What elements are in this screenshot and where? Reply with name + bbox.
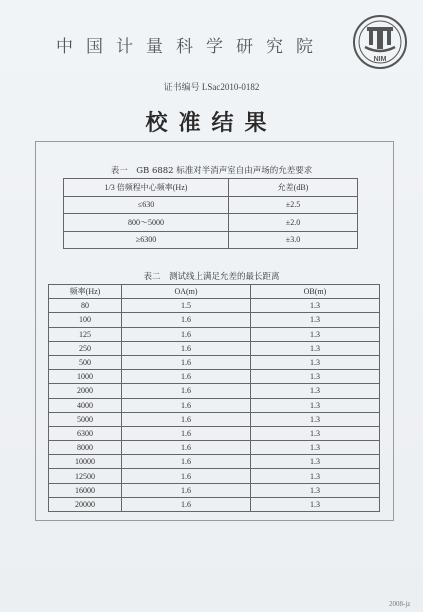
table-cell: 1.6: [122, 469, 251, 483]
table-row: [64, 231, 358, 249]
table1-title: 表一 GB 6882 标准对半消声室自由声场的允差要求: [110, 166, 313, 176]
logo-text: NIM: [373, 56, 387, 63]
table-cell: 1.6: [122, 370, 251, 384]
table-row: [49, 483, 380, 497]
table-cell: 100: [49, 313, 122, 327]
table-cell: 500: [49, 355, 122, 369]
table-cell: 16000: [49, 483, 122, 497]
page-title: 校准结果: [145, 110, 278, 136]
table-cell: 1.3: [251, 412, 380, 426]
table-cell: 1.6: [122, 384, 251, 398]
table-row: [49, 355, 380, 369]
table-row: [49, 469, 380, 483]
table-cell: 12500: [49, 469, 122, 483]
nim-logo-icon: [352, 14, 408, 70]
table-cell: 1.6: [122, 426, 251, 440]
table-cell: 800～5000: [64, 214, 229, 232]
table-cell: 1.3: [251, 398, 380, 412]
table-cell: 1.6: [122, 313, 251, 327]
table-row: [64, 196, 358, 214]
table-row: [49, 455, 380, 469]
table-cell: 1.3: [251, 299, 380, 313]
table-cell: 1.6: [122, 483, 251, 497]
document-code: 2008-jz: [389, 600, 411, 608]
table-cell: 1.3: [251, 327, 380, 341]
table-cell: 2000: [49, 384, 122, 398]
table-cell: 1.6: [122, 341, 251, 355]
table-cell: 1.3: [251, 355, 380, 369]
table-cell: 4000: [49, 398, 122, 412]
table-row: [49, 426, 380, 440]
table-cell: 1.3: [251, 341, 380, 355]
certificate-number: 证书编号 LSac2010-0182: [163, 82, 260, 92]
column-header: 1/3 倍频程中心频率(Hz): [64, 179, 229, 197]
table-row: [64, 214, 358, 232]
table2-title: 表二 测试线上满足允差的最长距离: [143, 272, 280, 282]
table-cell: ±2.5: [229, 196, 358, 214]
column-header: OB(m): [251, 285, 380, 299]
table-cell: 6300: [49, 426, 122, 440]
table-row: [49, 441, 380, 455]
table-cell: 1.5: [122, 299, 251, 313]
table-cell: 5000: [49, 412, 122, 426]
table-cell: 1.3: [251, 313, 380, 327]
table-row: [49, 341, 380, 355]
table-cell: 1.3: [251, 455, 380, 469]
table-cell: 20000: [49, 497, 122, 511]
institution-name: 中国计量科学研究院: [56, 37, 326, 57]
table-row: [49, 497, 380, 511]
table-cell: 1.6: [122, 355, 251, 369]
table-cell: ≥6300: [64, 231, 229, 249]
table-cell: 1.6: [122, 327, 251, 341]
table-cell: 1.3: [251, 384, 380, 398]
table-cell: 1000: [49, 370, 122, 384]
distance-table: [48, 284, 380, 512]
column-header: 允差(dB): [229, 179, 358, 197]
column-header: OA(m): [122, 285, 251, 299]
table-row: [49, 299, 380, 313]
table-row: [49, 313, 380, 327]
table-cell: 10000: [49, 455, 122, 469]
table-header-row: [64, 179, 358, 197]
table-cell: 8000: [49, 441, 122, 455]
column-header: 频率(Hz): [49, 285, 122, 299]
table-cell: ±2.0: [229, 214, 358, 232]
table-cell: ±3.0: [229, 231, 358, 249]
table-cell: 1.3: [251, 483, 380, 497]
table-row: [49, 398, 380, 412]
table-header-row: [49, 285, 380, 299]
table-row: [49, 370, 380, 384]
tolerance-table: [63, 178, 358, 249]
table-cell: 1.6: [122, 398, 251, 412]
table-cell: 1.3: [251, 370, 380, 384]
table-row: [49, 384, 380, 398]
table-cell: 1.3: [251, 469, 380, 483]
table-row: [49, 412, 380, 426]
table-cell: 1.6: [122, 441, 251, 455]
table-cell: 1.6: [122, 497, 251, 511]
table-cell: 250: [49, 341, 122, 355]
table-cell: 125: [49, 327, 122, 341]
table-cell: 1.6: [122, 455, 251, 469]
table-row: [49, 327, 380, 341]
table-cell: 1.3: [251, 497, 380, 511]
table-cell: 1.6: [122, 412, 251, 426]
table-cell: 1.3: [251, 441, 380, 455]
table-cell: 1.3: [251, 426, 380, 440]
table-cell: 80: [49, 299, 122, 313]
table-cell: ≤630: [64, 196, 229, 214]
